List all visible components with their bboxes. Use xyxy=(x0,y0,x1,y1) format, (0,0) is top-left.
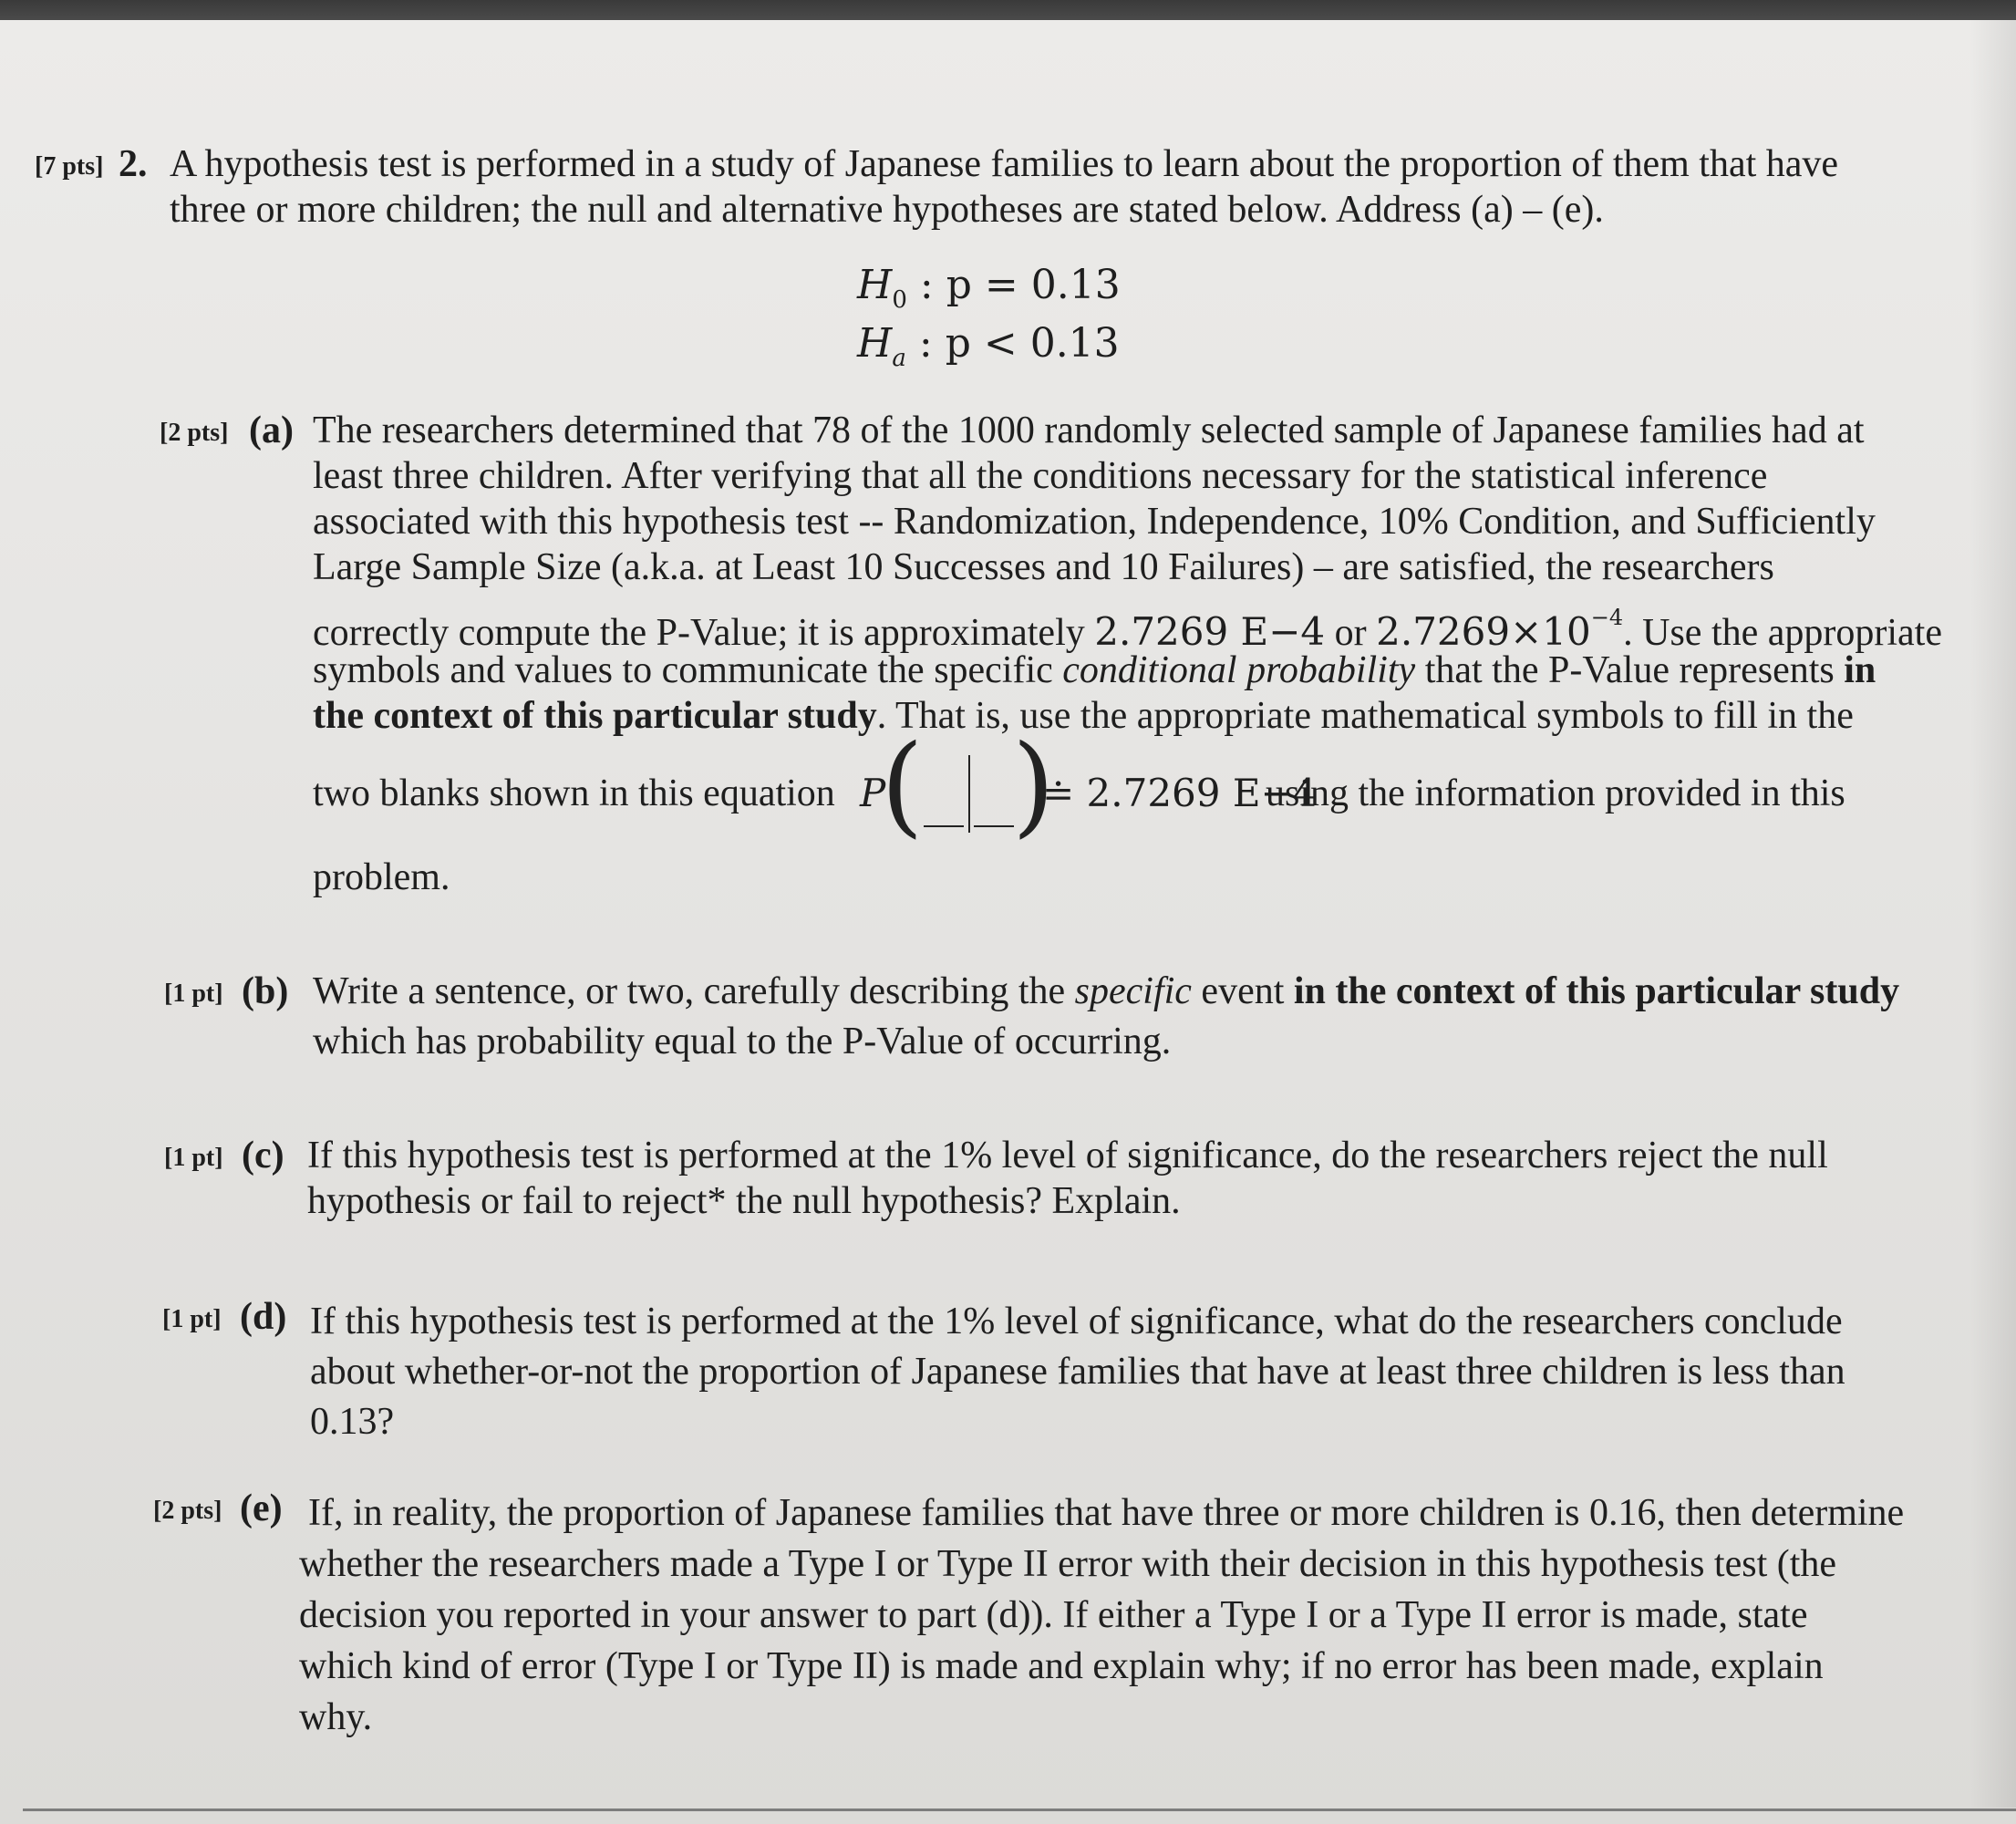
part-c-label: (c) xyxy=(242,1135,284,1176)
part-a-line-8-end: using the information provided in this xyxy=(1266,772,1845,814)
p-value-e-notation: 2.7269 E−4 xyxy=(1094,609,1326,654)
part-e-label: (e) xyxy=(240,1487,283,1529)
part-a-line-5-or: or xyxy=(1325,612,1377,654)
part-a-points: [2 pts] xyxy=(160,419,229,447)
part-b-bold-phrase: in the context of this particular study xyxy=(1293,970,1900,1012)
part-a-line-6-text: symbols and values to communicate the specific xyxy=(313,649,1063,691)
part-b-line-1-text: Write a sentence, or two, carefully describing the xyxy=(313,970,1075,1012)
bottom-rule xyxy=(23,1808,2016,1811)
part-a-line-1: The researchers determined that 78 of the 1000 randomly selected sample of Japanese families had at xyxy=(313,409,1865,451)
context-bold-phrase: the context of this particular study xyxy=(313,695,877,737)
null-hypothesis-symbol: H xyxy=(857,262,893,308)
part-e-points: [2 pts] xyxy=(153,1497,222,1525)
question-text-line-2: three or more children; the null and alternative hypotheses are stated below. Address (a) – (e). xyxy=(170,189,1604,231)
blank-1 xyxy=(924,825,964,827)
null-hypothesis-statement: : p = 0.13 xyxy=(906,262,1121,308)
part-a-label: (a) xyxy=(249,409,294,451)
question-number: 2. xyxy=(119,143,148,185)
part-a-line-6 xyxy=(313,648,1876,693)
part-b-line-2: which has probability equal to the P-Value of occurring. xyxy=(313,1021,1172,1062)
part-a-line-6-mid: that the P-Value represents xyxy=(1415,649,1845,691)
p-value-exponent: −4 xyxy=(1590,605,1624,630)
part-a-line-6-bold: in xyxy=(1844,649,1876,691)
right-parenthesis: ) xyxy=(1012,722,1055,849)
part-a-line-4: Large Sample Size (a.k.a. at Least 10 Successes and 10 Failures) – are satisfied, the researchers xyxy=(313,546,1774,588)
alt-hypothesis-statement: : p < 0.13 xyxy=(905,320,1120,367)
question-text-line-1: A hypothesis test is performed in a study of Japanese families to learn about the proportion of them that have xyxy=(170,143,1839,185)
part-b-line-1 xyxy=(313,969,1899,1014)
question-points: [7 pts] xyxy=(35,152,104,181)
part-e-line-3: decision you reported in your answer to part (d)). If either a Type I or a Type II error is made, state xyxy=(299,1594,1808,1636)
part-a-line-7 xyxy=(313,693,1854,739)
probability-symbol: P xyxy=(860,771,886,815)
alt-hypothesis-symbol: H xyxy=(857,320,893,367)
alt-hypothesis-subscript: a xyxy=(892,344,906,372)
top-dark-edge xyxy=(0,0,2016,20)
part-c-line-1: If this hypothesis test is performed at the 1% level of significance, do the researchers reject the null xyxy=(307,1135,1828,1176)
part-b-label: (b) xyxy=(242,970,289,1012)
null-hypothesis-subscript: 0 xyxy=(892,285,907,314)
part-b-line-1-mid: event xyxy=(1191,970,1294,1012)
conditional-bar xyxy=(968,755,970,833)
part-d-points: [1 pt] xyxy=(162,1305,222,1333)
p-value-sci-notation: 2.7269×10 xyxy=(1376,609,1591,654)
part-e-line-1: If, in reality, the proportion of Japanese families that have three or more children is 0.16, then determine xyxy=(308,1492,1905,1534)
alternative-hypothesis xyxy=(857,321,1120,381)
part-d-line-2: about whether-or-not the proportion of Japanese families that have at least three children is less than xyxy=(310,1351,1845,1393)
part-a-line-8-start: two blanks shown in this equation xyxy=(313,772,835,814)
part-e-line-2: whether the researchers made a Type I or Type II error with their decision in this hypothesis test (the xyxy=(299,1543,1837,1585)
part-d-label: (d) xyxy=(240,1296,287,1338)
part-d-line-3: 0.13? xyxy=(310,1401,395,1443)
part-a-line-3: associated with this hypothesis test -- Randomization, Independence, 10% Condition, and Sufficiently xyxy=(313,501,1876,543)
part-a-line-2: least three children. After verifying that all the conditions necessary for the statistical inference xyxy=(313,455,1768,497)
page-shadow xyxy=(1969,20,2016,1808)
left-parenthesis: ( xyxy=(881,722,924,849)
approx-equals-value: ≐ 2.7269 E−4 xyxy=(1042,771,1318,815)
part-e-line-5: why. xyxy=(299,1696,373,1738)
part-a-line-5-text: correctly compute the P-Value; it is approximately xyxy=(313,612,1095,654)
part-a-line-7-text: . That is, use the appropriate mathematical symbols to fill in the xyxy=(876,695,1854,737)
part-e-line-4: which kind of error (Type I or Type II) is made and explain why; if no error has been made, explain xyxy=(299,1645,1824,1687)
part-c-points: [1 pt] xyxy=(164,1144,223,1172)
conditional-probability-term: conditional probability xyxy=(1062,649,1416,691)
part-a-line-5-end: . Use the appropriate xyxy=(1623,612,1942,654)
part-a-line-5 xyxy=(313,595,1942,656)
part-d-line-1: If this hypothesis test is performed at the 1% level of significance, what do the researchers conclude xyxy=(310,1301,1843,1342)
null-hypothesis xyxy=(857,263,1121,323)
part-c-line-2: hypothesis or fail to reject* the null hypothesis? Explain. xyxy=(307,1180,1181,1222)
specific-term: specific xyxy=(1074,970,1192,1012)
part-b-points: [1 pt] xyxy=(164,979,223,1008)
blank-2 xyxy=(974,825,1014,827)
part-a-line-9: problem. xyxy=(313,856,450,898)
